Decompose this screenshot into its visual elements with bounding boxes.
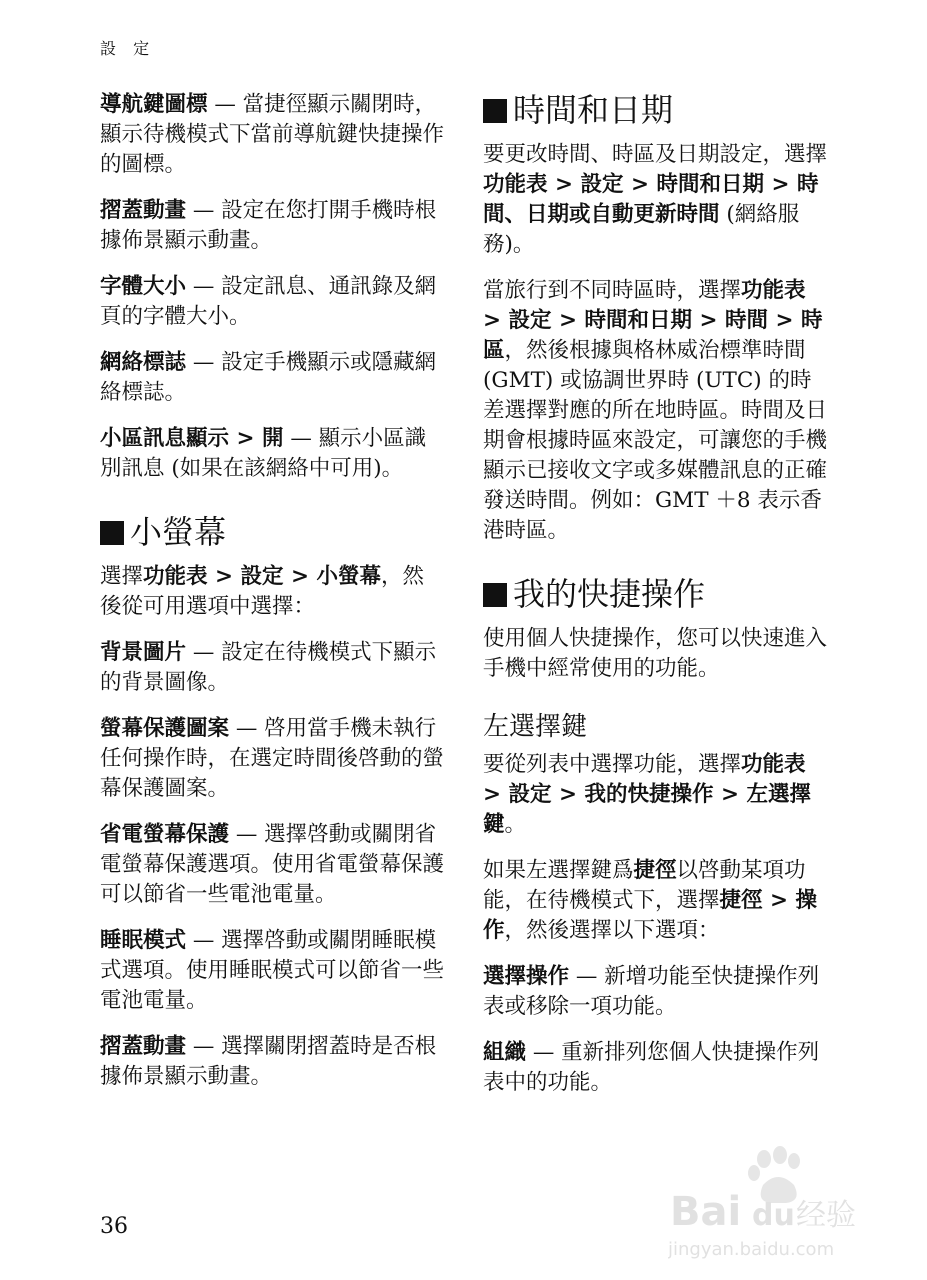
menu-path: 功能表 > 設定 > 我的快捷操作 > 左選擇鍵 bbox=[483, 752, 811, 837]
watermark-brand-1: Bai bbox=[670, 1189, 742, 1235]
text-run: ，然後根據與格林威治標準時間 (GMT) 或協調世界時 (UTC) 的時差選擇對應的所在地時區。時間及日期會根據時區來設定，可讓您的手機顯示已接收文字或多媒體訊息的正確發送時間。例如：GMT ＋8 表示香港時區。 bbox=[483, 338, 828, 543]
term: 摺蓋動畫 bbox=[100, 1034, 187, 1059]
text-run: 當旅行到不同時區時，選擇 bbox=[483, 278, 742, 303]
term: 省電螢幕保護 bbox=[100, 822, 230, 847]
definition: — 選擇啓動或關閉睡眠模式選項。使用睡眠模式可以節省一些電池電量。 bbox=[100, 928, 445, 1013]
definition: — 新增功能至快捷操作列表或移除一項功能。 bbox=[483, 964, 820, 1019]
term: 背景圖片 bbox=[100, 640, 187, 665]
term: 選擇操作 bbox=[483, 964, 570, 989]
text-run: ，然後從可用選項中選擇： bbox=[100, 564, 425, 619]
section-title: 時間和日期 bbox=[513, 91, 674, 129]
definition: — 設定手機顯示或隱藏網絡標誌。 bbox=[100, 350, 437, 405]
definition-item bbox=[483, 1038, 828, 1098]
definition: — 選擇關閉摺蓋時是否根據佈景顯示動畫。 bbox=[100, 1034, 437, 1089]
paw-logo-icon bbox=[748, 1146, 800, 1203]
text-run: 。 bbox=[504, 812, 527, 837]
baidu-watermark bbox=[668, 1145, 878, 1265]
section-intro bbox=[100, 562, 445, 622]
definition-item bbox=[100, 90, 445, 180]
term: 字體大小 bbox=[100, 274, 187, 299]
paragraph bbox=[483, 856, 828, 946]
term: 睡眠模式 bbox=[100, 928, 187, 953]
menu-path: 捷徑 > 操作 bbox=[483, 888, 818, 943]
watermark-brand-cjk: 经验 bbox=[796, 1198, 856, 1233]
term: 網絡標誌 bbox=[100, 350, 187, 375]
definition: — 顯示小區識別訊息 (如果在該網絡中可用)。 bbox=[100, 426, 427, 481]
definition-item bbox=[100, 424, 445, 484]
definition: — 設定在您打開手機時根據佈景顯示動畫。 bbox=[100, 198, 437, 253]
section-heading bbox=[483, 574, 828, 614]
page-number: 36 bbox=[100, 1214, 128, 1239]
section-heading bbox=[483, 90, 828, 130]
menu-path: 功能表 > 設定 > 時間和日期 > 時間 > 時區 bbox=[483, 278, 823, 363]
text-run: 要更改時間、時區及日期設定，選擇 bbox=[483, 142, 828, 167]
term: 螢幕保護圖案 bbox=[100, 716, 230, 741]
text-run: 如果左選擇鍵爲 bbox=[483, 858, 634, 883]
definition-item bbox=[100, 820, 445, 910]
term: 小區訊息顯示 > 開 bbox=[100, 426, 284, 451]
definition-item bbox=[100, 638, 445, 698]
square-bullet-icon bbox=[483, 583, 507, 607]
definition: — 重新排列您個人快捷操作列表中的功能。 bbox=[483, 1040, 820, 1095]
watermark-brand-2: du bbox=[752, 1198, 795, 1233]
definition: — 設定訊息、通訊錄及網頁的字體大小。 bbox=[100, 274, 437, 329]
term: 摺蓋動畫 bbox=[100, 198, 187, 223]
definition: — 當捷徑顯示關閉時，顯示待機模式下當前導航鍵快捷操作的圖標。 bbox=[100, 92, 445, 177]
menu-path: 捷徑 bbox=[633, 858, 677, 883]
definition-item bbox=[483, 962, 828, 1022]
term: 導航鍵圖標 bbox=[100, 92, 208, 117]
paragraph bbox=[483, 140, 828, 260]
definition-item bbox=[100, 714, 445, 804]
running-header: 設 定 bbox=[100, 39, 156, 58]
text-run: 要從列表中選擇功能，選擇 bbox=[483, 752, 742, 777]
definition: — 設定在待機模式下顯示的背景圖像。 bbox=[100, 640, 437, 695]
definition: — 啓用當手機未執行任何操作時，在選定時間後啓動的螢幕保護圖案。 bbox=[100, 716, 445, 801]
text-run: 以啓動某項功能，在待機模式下，選擇 bbox=[483, 858, 806, 913]
definition-item bbox=[100, 196, 445, 256]
paragraph bbox=[483, 276, 828, 546]
menu-path: 功能表 > 設定 > 時間和日期 > 時間、日期或自動更新時間 bbox=[483, 172, 819, 227]
section-title: 我的快捷操作 bbox=[513, 575, 706, 613]
section-title: 小螢幕 bbox=[130, 513, 227, 551]
paragraph bbox=[483, 750, 828, 840]
definition-item bbox=[100, 272, 445, 332]
text-run: (網絡服務)。 bbox=[483, 202, 800, 257]
section-heading bbox=[100, 512, 445, 552]
text-run: 選擇 bbox=[100, 564, 144, 589]
watermark-url: jingyan.baidu.com bbox=[668, 1239, 835, 1260]
definition-item bbox=[100, 1032, 445, 1092]
right-column bbox=[483, 90, 828, 1114]
left-column bbox=[100, 90, 445, 1108]
term: 組織 bbox=[483, 1040, 527, 1065]
subsection-title: 左選擇鍵 bbox=[483, 712, 588, 742]
definition-item bbox=[100, 926, 445, 1016]
text-run: ，然後選擇以下選項： bbox=[504, 918, 720, 943]
definition-item bbox=[100, 348, 445, 408]
menu-path: 功能表 > 設定 > 小螢幕 bbox=[143, 564, 381, 589]
paragraph: 使用個人快捷操作，您可以快速進入手機中經常使用的功能。 bbox=[483, 626, 828, 681]
square-bullet-icon bbox=[483, 99, 507, 123]
definition: — 選擇啓動或關閉省電螢幕保護選項。使用省電螢幕保護可以節省一些電池電量。 bbox=[100, 822, 445, 907]
square-bullet-icon bbox=[100, 521, 124, 545]
